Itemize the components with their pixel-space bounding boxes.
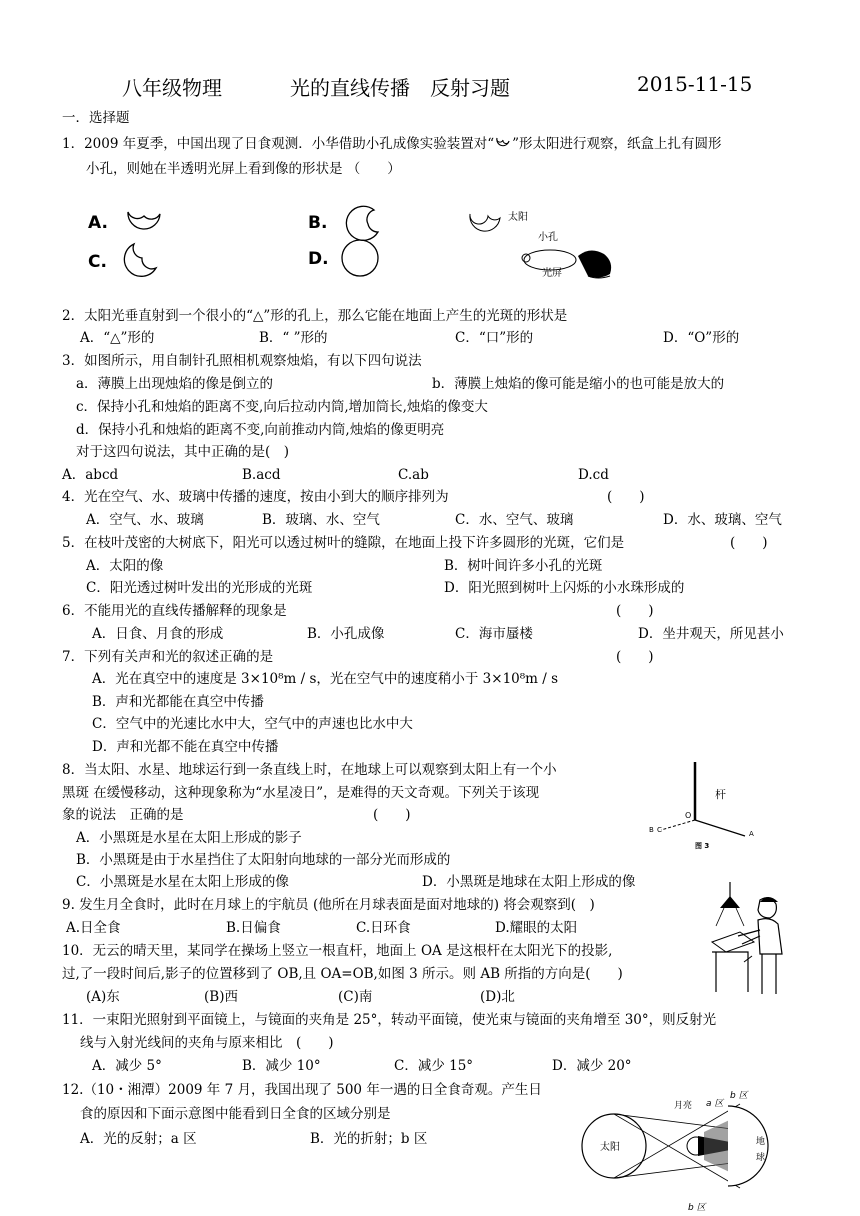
page-title-subject: 八年级物理 [122,76,222,100]
pinhole-fig-table [712,952,748,992]
q1-fig-sun-shape [470,214,500,231]
q11-text-line2: 线与入射光线间的夹角与原来相比 ( ) [80,1035,334,1051]
eclipse-sun-label: 太阳 [600,1142,620,1153]
pinhole-camera-figure [708,880,786,1000]
q1-option-b-shape [346,206,378,240]
q11-option-b[interactable]: B．减少 10° [242,1058,321,1074]
q10-option-d[interactable]: (D)北 [480,989,515,1005]
q4-option-d[interactable]: D．水、玻璃、空气 [663,512,782,528]
q3-statement-b: b．薄膜上烛焰的像可能是缩小的也可能是放大的 [432,376,725,392]
q7-option-a[interactable]: A．光在真空中的速度是 3×10⁸m / s，光在空气中的速度稍小于 3×10⁸m / s [92,671,559,687]
q4-option-a[interactable]: A．空气、水、玻璃 [86,512,204,528]
q8-option-d[interactable]: D．小黑斑是地球在太阳上形成的像 [422,874,636,890]
q11-option-a[interactable]: A．减少 5° [92,1058,162,1074]
q1-option-c-shape [124,244,156,276]
q6-option-a[interactable]: A．日食、月食的形成 [92,626,224,642]
eclipse-a-label: a 区 [706,1099,724,1109]
q6-option-c[interactable]: C．海市蜃楼 [455,626,533,642]
q7-text: 7．下列有关声和光的叙述正确的是 [62,649,274,665]
q5-option-c[interactable]: C．阳光透过树叶发出的光形成的光斑 [86,580,313,596]
q8-text-line2: 黑斑 在缓慢移动，这种现象称为“水星凌日”，是难得的天文奇观。下列关于该现 [62,785,540,801]
q3-text: 3．如图所示，用自制针孔照相机观察烛焰，有以下四句说法 [62,353,422,369]
q3-statement-c: c．保持小孔和烛焰的距离不变,向后拉动内筒,增加筒长,烛焰的像变大 [76,399,488,415]
q7-answer-paren: ( ) [616,649,654,665]
fig3-b-label: B [649,826,654,834]
q1-fig-tube [524,250,576,270]
eclipse-moon-label: 月亮 [674,1101,693,1111]
q5-answer-paren: ( ) [730,535,768,551]
q12-option-a[interactable]: A．光的反射；a 区 [80,1131,197,1147]
q8-text-line3: 象的说法 正确的是 [62,807,184,823]
q9-option-b[interactable]: B.日偏食 [226,920,281,936]
q1-text [62,135,722,154]
q3-option-c[interactable]: C.ab [398,467,429,483]
q9-option-a[interactable]: A.日全食 [66,920,121,936]
q3-option-a[interactable]: A．abcd [62,467,119,483]
q2-option-d[interactable]: D．“O”形的 [663,330,740,346]
q1-text-b: ”形太阳进行观察，纸盒上扎有圆形 [512,136,722,152]
q6-answer-paren: ( ) [616,603,654,619]
pinhole-fig-light-right [736,908,744,926]
eclipse-earth-label-2: 球 [756,1153,766,1163]
q7-option-c[interactable]: C．空气中的光速比水中大，空气中的声速也比水中大 [92,716,413,732]
q10-option-a[interactable]: (A)东 [86,989,120,1005]
q1-option-a-label: A. [88,213,108,233]
pinhole-fig-arm [738,930,760,944]
q1-fig-hole-label: 小孔 [538,232,558,243]
eclipse-b-bottom-label: b 区 [688,1203,706,1213]
q7-option-d[interactable]: D．声和光都不能在真空中传播 [92,739,279,755]
q6-option-b[interactable]: B．小孔成像 [307,626,385,642]
q3-statement-d: d．保持小孔和烛焰的距离不变,向前推动内筒,烛焰的像更明亮 [76,422,445,438]
page-date: 2015-11-15 [637,72,753,96]
q5-option-b[interactable]: B．树叶间许多小孔的光斑 [444,558,603,574]
q8-option-c[interactable]: C．小黑斑是水星在太阳上形成的像 [76,874,289,890]
q10-option-b[interactable]: (B)西 [204,989,238,1005]
eclipse-earth-label-1: 地 [756,1137,766,1147]
figure-3-pole-shadow [645,758,770,853]
q1-fig-screen-label: 光屏 [542,268,562,279]
q11-option-c[interactable]: C．减少 15° [394,1058,474,1074]
q5-text: 5．在枝叶茂密的大树底下，阳光可以透过树叶的缝隙，在地面上投下许多圆形的光斑，它们是 [62,535,625,551]
q1-fig-observer [578,250,611,277]
pinhole-fig-lamp-shade [720,896,740,908]
q12-text-line2: 食的原因和下面示意图中能看到日全食的区域分别是 [80,1106,391,1122]
q1-fig-hole [522,254,530,262]
fig3-a-label: A [749,830,754,838]
fig3-number-label: 图 3 [695,842,710,850]
fig3-shadow-oa [695,820,745,836]
page-title-topic: 光的直线传播 反射习题 [290,76,510,100]
q4-text: 4．光在空气、水、玻璃中传播的速度，按由小到大的顺序排列为 [62,489,449,505]
q9-text: 9. 发生月全食时，此时在月球上的宇航员 (他所在月球表面是面对地球的) 将会观察到( ) [62,897,595,913]
q8-answer-paren: ( ) [373,807,411,823]
q1-text-c: 小孔，则她在半透明光屏上看到像的形状是 （ ） [86,161,401,177]
q2-text: 2．太阳光垂直射到一个很小的“△”形的孔上，那么它能在地面上产生的光斑的形状是 [62,308,568,324]
q8-option-b[interactable]: B．小黑斑是由于水星挡住了太阳射向地球的一部分光而形成的 [76,852,451,868]
q1-fig-sun-label: 太阳 [508,212,528,223]
section-heading: 一．选择题 [62,110,130,126]
q6-text: 6．不能用光的直线传播解释的现象是 [62,603,287,619]
q8-text-line1: 8．当太阳、水星、地球运行到一条直线上时，在地球上可以观察到太阳上有一个小 [62,762,557,778]
eclipse-diagram [580,1086,780,1214]
q10-option-c[interactable]: (C)南 [338,989,373,1005]
pinhole-fig-body [758,919,782,954]
pinhole-fig-light-left [716,908,724,926]
q1-options-figure [80,198,640,288]
q1-text-a: 1．2009 年夏季，中国出现了日食观测．小华借助小孔成像实验装置对“ [62,136,495,152]
fig3-o-label: O [685,811,692,820]
q6-option-d[interactable]: D．坐井观天，所见甚小 [638,626,784,642]
q2-option-b[interactable]: B．“ ”形的 [259,330,328,346]
q3-statement-a: a．薄膜上出现烛焰的像是倒立的 [76,376,274,392]
q10-text-line2: 过,了一段时间后,影子的位置移到了 OB,且 OA=OB,如图 3 所示。则 AB 所指的方向是( ) [62,966,623,982]
q4-option-b[interactable]: B．玻璃、水、空气 [262,512,380,528]
q2-option-c[interactable]: C．“口”形的 [455,330,534,346]
q1-option-a-shape [128,212,160,229]
q3-option-d[interactable]: D.cd [578,467,609,483]
q3-option-b[interactable]: B.acd [242,467,281,483]
q5-option-a[interactable]: A．太阳的像 [86,558,164,574]
eclipse-b-top-label: b 区 [730,1091,748,1101]
q12-text-line1: 12.（10・湘潭）2009 年 7 月，我国出现了 500 年一遇的日全食奇观。产生日 [62,1082,542,1098]
q5-option-d[interactable]: D．阳光照到树叶上闪烁的小水珠形成的 [444,580,685,596]
q10-text-line1: 10．无云的晴天里，某同学在操场上竖立一根直杆，地面上 OA 是这根杆在太阳光下的投影, [62,943,613,959]
q12-option-b[interactable]: B．光的折射；b 区 [310,1131,428,1147]
crescent-sun-icon [494,135,512,149]
q7-option-b[interactable]: B．声和光都能在真空中传播 [92,694,264,710]
q1-option-c-label: C. [88,252,107,272]
q11-text-line1: 11．一束阳光照射到平面镜上，与镜面的夹角是 25°，转动平面镜，使光束与镜面的夹角增至 30°，则反射光 [62,1012,717,1028]
q1-option-d-label: D. [308,249,329,269]
q2-option-a[interactable]: A．“△”形的 [80,330,155,346]
q8-option-a[interactable]: A．小黑斑是水星在太阳上形成的影子 [76,830,302,846]
fig3-pole-label: 杆 [715,788,726,801]
q9-option-c[interactable]: C.日环食 [356,920,411,936]
q1-option-b-label: B. [308,213,328,233]
q9-option-d[interactable]: D.耀眼的太阳 [495,920,578,936]
q4-option-c[interactable]: C．水、空气、玻璃 [455,512,574,528]
fig3-shadow-ob [661,820,695,830]
pinhole-fig-legs [762,954,776,994]
q3-ask: 对于这四句说法，其中正确的是( ) [76,444,290,460]
q11-option-d[interactable]: D．减少 20° [552,1058,632,1074]
q4-answer-paren: ( ) [607,489,645,505]
fig3-c-label: C [657,826,662,834]
q1-option-d-shape [342,240,378,276]
